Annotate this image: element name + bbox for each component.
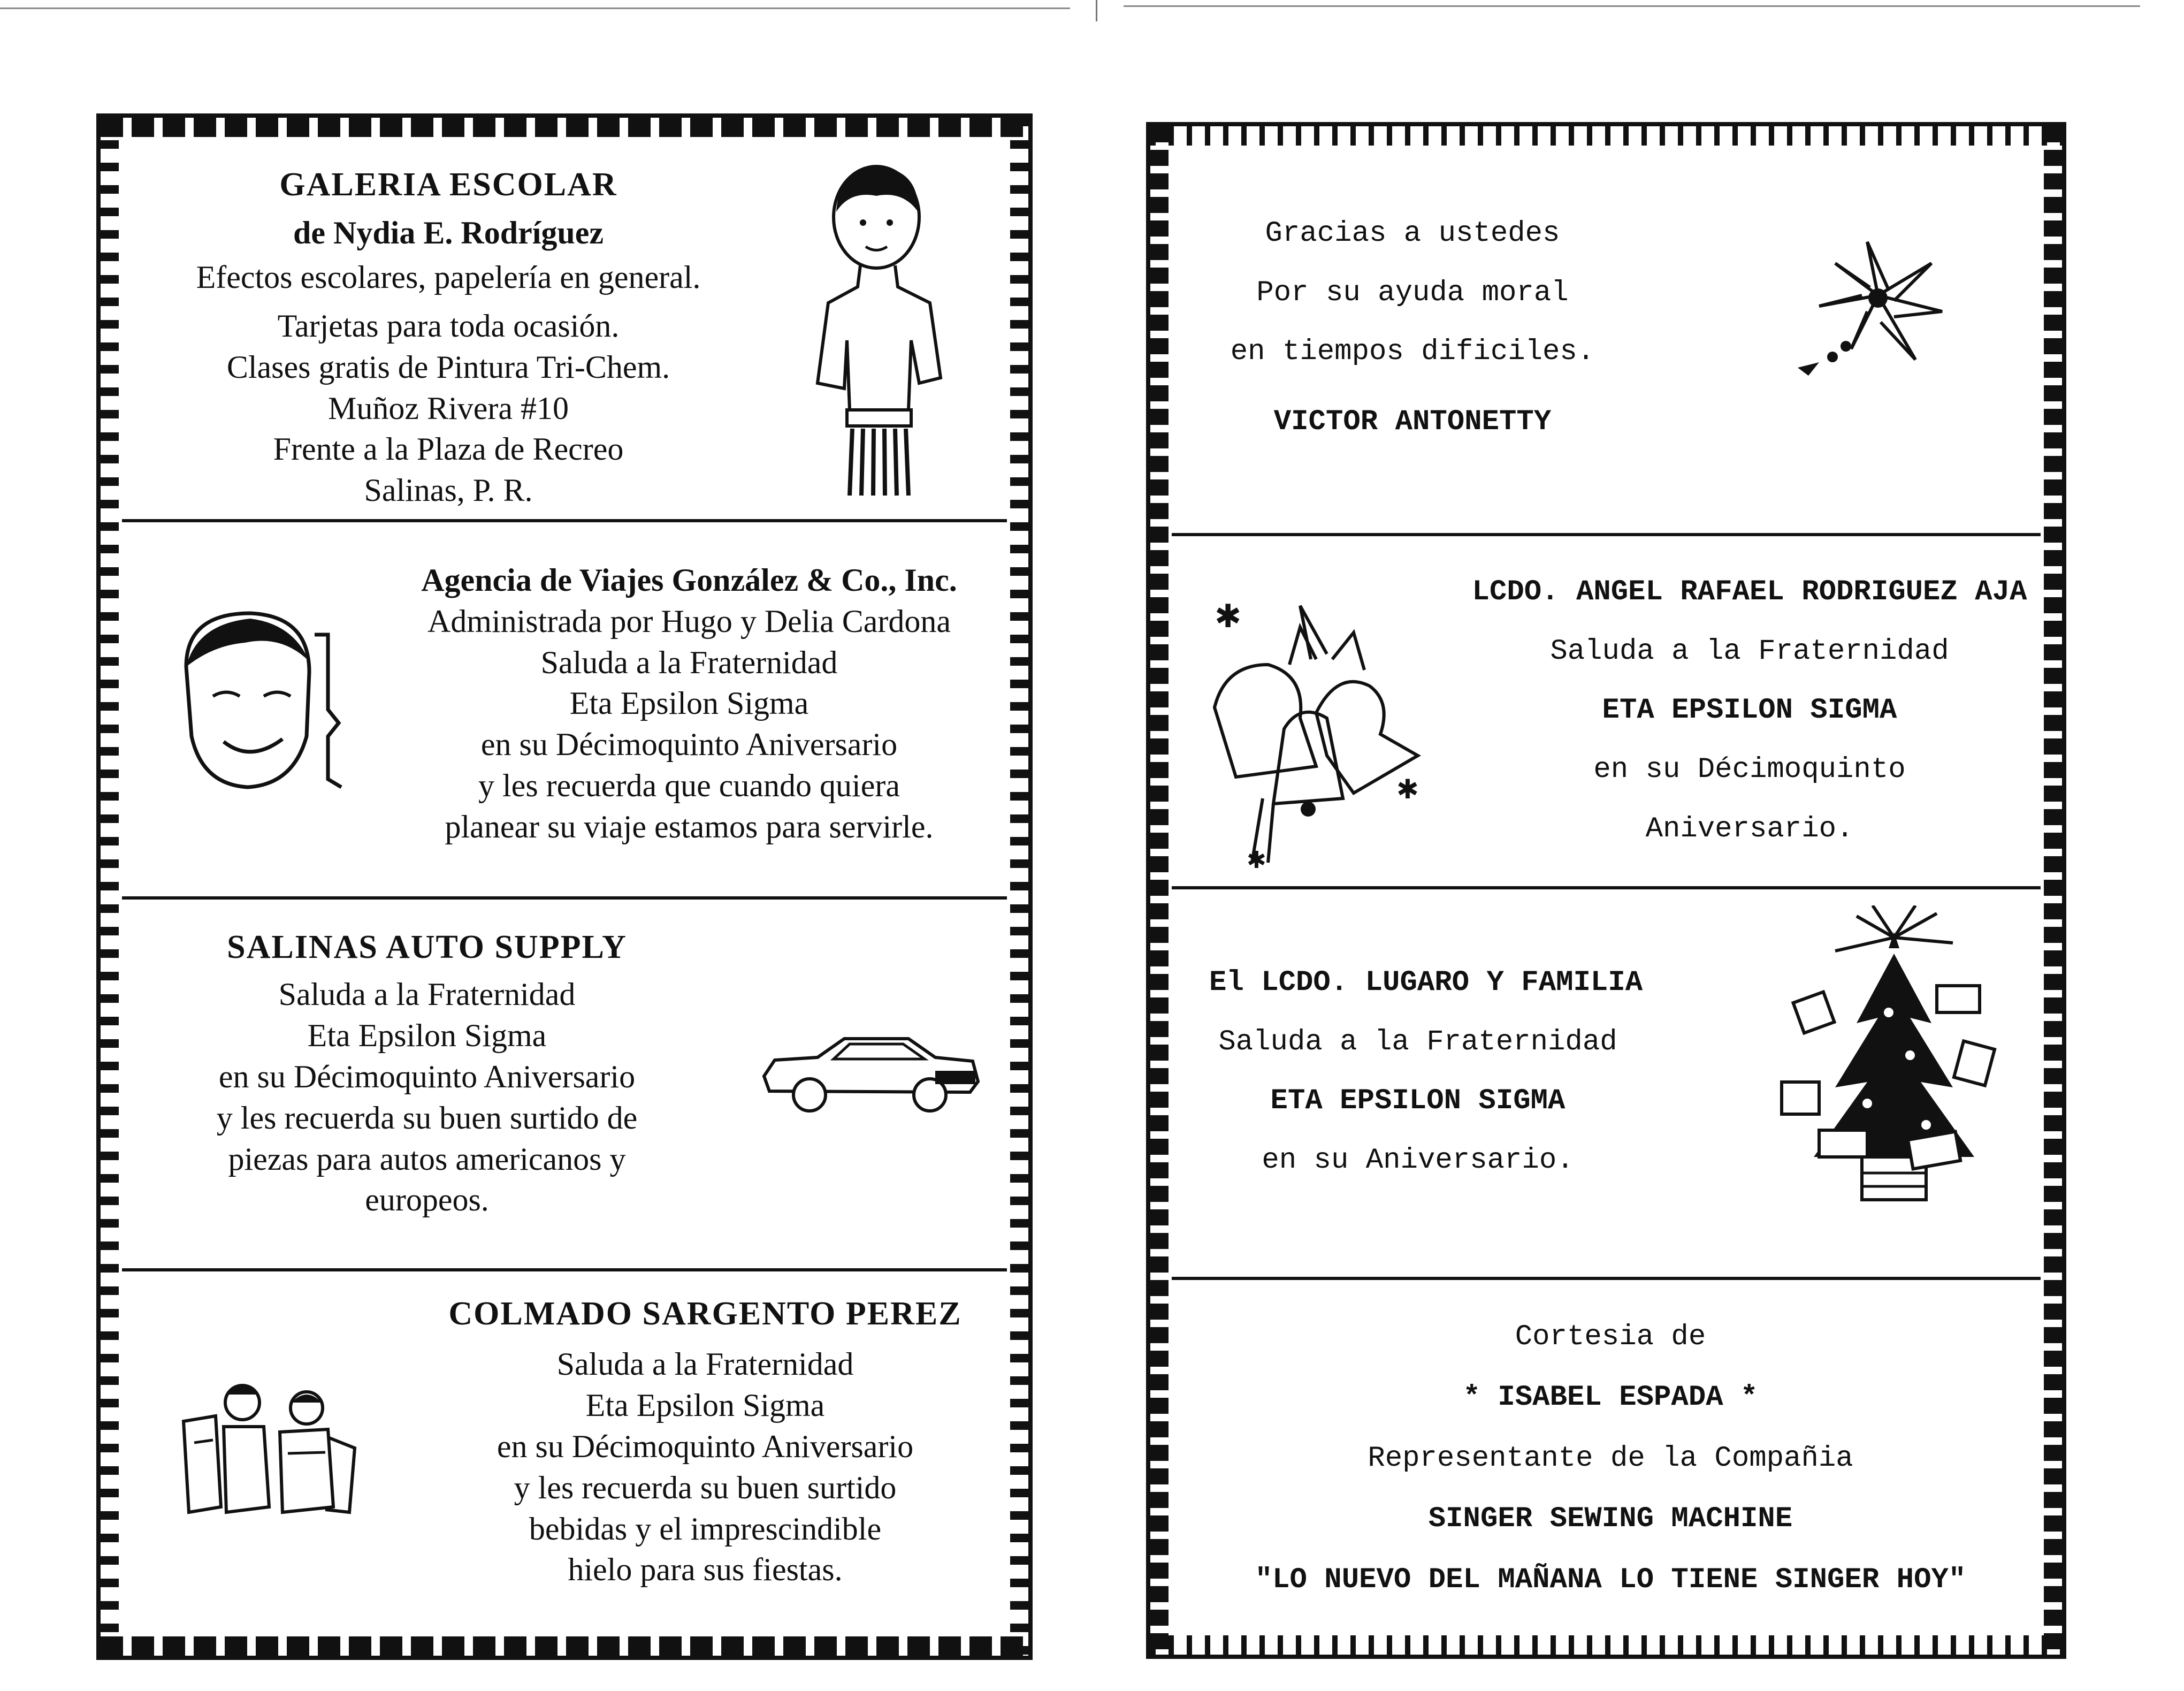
ad-line: en su Décimoquinto Aniversario — [497, 1428, 914, 1464]
ad-text-block — [1461, 563, 2038, 859]
ad-line: Saluda a la Fraternidad — [1218, 1025, 1617, 1058]
ad-line: LCDO. ANGEL RAFAEL RODRIGUEZ AJA — [1472, 576, 2027, 608]
ad-victor-antonetty — [1172, 146, 2041, 536]
poinsettia-illustration-icon — [1787, 231, 1948, 392]
ad-line: Aniversario. — [1645, 812, 1854, 846]
ad-line: Eta Epsilon Sigma — [307, 1018, 547, 1054]
ad-line: ETA EPSILON SIGMA — [1270, 1085, 1566, 1118]
ad-line: europeos. — [365, 1182, 489, 1218]
border-right — [1010, 118, 1028, 1656]
ad-line: piezas para autos americanos y — [228, 1141, 626, 1177]
ad-line: ETA EPSILON SIGMA — [1602, 694, 1897, 727]
ad-galeria-escolar — [122, 137, 1007, 522]
ad-title: GALERIA ESCOLAR — [279, 166, 617, 203]
ad-line: y les recuerda su buen surtido de — [216, 1100, 638, 1136]
right-page-frame — [1146, 122, 2066, 1659]
border-left — [101, 118, 119, 1656]
border-left — [1150, 126, 1169, 1655]
border-top — [1150, 126, 2062, 146]
ad-line: en su Décimoquinto Aniversario — [480, 727, 898, 763]
car-illustration-icon — [759, 1028, 983, 1119]
ad-line: en su Aniversario. — [1262, 1144, 1574, 1177]
border-top — [101, 118, 1028, 137]
ad-text-block — [138, 164, 759, 511]
ad-line: El LCDO. LUGARO Y FAMILIA — [1209, 966, 1643, 999]
ad-text-block — [1193, 1307, 2028, 1610]
ad-line: en tiempos dificiles. — [1230, 336, 1595, 369]
svg-text:✱: ✱ — [1215, 598, 1242, 635]
ad-text-block — [1188, 954, 1648, 1191]
ad-salinas-auto-supply — [122, 900, 1007, 1271]
ad-line: Clases gratis de Pintura Tri-Chem. — [226, 349, 670, 385]
ad-text-block — [1188, 204, 1637, 452]
ad-lcdo-angel-rafael-rodriguez — [1172, 536, 2041, 889]
ad-line: Eta Epsilon Sigma — [569, 685, 809, 721]
ad-line: Frente a la Plaza de Recreo — [273, 431, 624, 467]
ad-line: Por su ayuda moral — [1256, 276, 1569, 309]
smiling-man-illustration-icon — [154, 603, 379, 806]
scan-top-edge-left — [0, 7, 1070, 9]
svg-text:✱: ✱ — [1396, 774, 1419, 805]
ad-line: Eta Epsilon Sigma — [585, 1388, 825, 1423]
ad-isabel-espada-singer — [1172, 1280, 2041, 1644]
ad-agencia-viajes — [122, 522, 1007, 900]
shoppers-illustration-icon — [173, 1378, 365, 1528]
ad-title: COLMADO SARGENTO PEREZ — [448, 1296, 962, 1332]
ad-title: SALINAS AUTO SUPPLY — [227, 929, 627, 965]
ad-line: Muñoz Rivera #10 — [328, 390, 569, 426]
ad-colmado-sargento-perez — [122, 1271, 1007, 1641]
ad-line: planear su viaje estamos para servirle. — [445, 809, 934, 844]
ad-line: Efectos escolares, papelería en general. — [196, 260, 701, 295]
ad-line: Tarjetas para toda ocasión. — [277, 308, 620, 344]
svg-text:✱: ✱ — [1247, 847, 1266, 873]
page-crease — [1096, 0, 1097, 21]
ad-lcdo-lugaro — [1172, 889, 2041, 1280]
scan-top-edge-right — [1124, 5, 2140, 7]
ad-line: bebidas y el imprescindible — [529, 1511, 882, 1547]
ad-line: * ISABEL ESPADA * — [1463, 1381, 1758, 1414]
christmas-tree-illustration-icon — [1776, 905, 2012, 1248]
ad-line: VICTOR ANTONETTY — [1273, 406, 1552, 439]
ad-line: en su Décimoquinto Aniversario — [218, 1058, 636, 1094]
ad-line: y les recuerda que cuando quiera — [478, 767, 900, 803]
ad-line: hielo para sus fiestas. — [568, 1552, 843, 1588]
ad-line: en su Décimoquinto — [1593, 753, 1906, 787]
left-page-frame — [96, 113, 1033, 1660]
border-right — [2044, 126, 2062, 1655]
ad-line: Gracias a ustedes — [1265, 217, 1560, 250]
ad-line: Saluda a la Fraternidad — [556, 1346, 854, 1382]
ad-line: Cortesia de — [1515, 1321, 1706, 1353]
ad-line: Saluda a la Fraternidad — [540, 644, 838, 680]
ad-line: SINGER SEWING MACHINE — [1428, 1503, 1793, 1536]
girl-illustration-icon — [796, 158, 957, 501]
ad-line: "LO NUEVO DEL MAÑANA LO TIENE SINGER HOY" — [1255, 1563, 1966, 1596]
ad-line: Salinas, P. R. — [364, 473, 533, 508]
ad-title: Agencia de Viajes González & Co., Inc. — [421, 562, 957, 598]
ad-text-block — [149, 926, 705, 1221]
ad-line: Saluda a la Fraternidad — [1550, 635, 1949, 668]
ad-line: Representante de la Compañia — [1368, 1442, 1853, 1475]
ad-line: y les recuerda su buen surtido — [514, 1469, 897, 1505]
christmas-bells-illustration-icon — [1193, 595, 1450, 873]
ad-text-block — [373, 560, 1005, 848]
ad-subtitle: de Nydia E. Rodríguez — [293, 215, 604, 251]
ad-line: Saluda a la Fraternidad — [278, 977, 576, 1012]
ad-line: Administrada por Hugo y Delia Cardona — [427, 603, 951, 639]
ad-text-block — [406, 1293, 1005, 1590]
